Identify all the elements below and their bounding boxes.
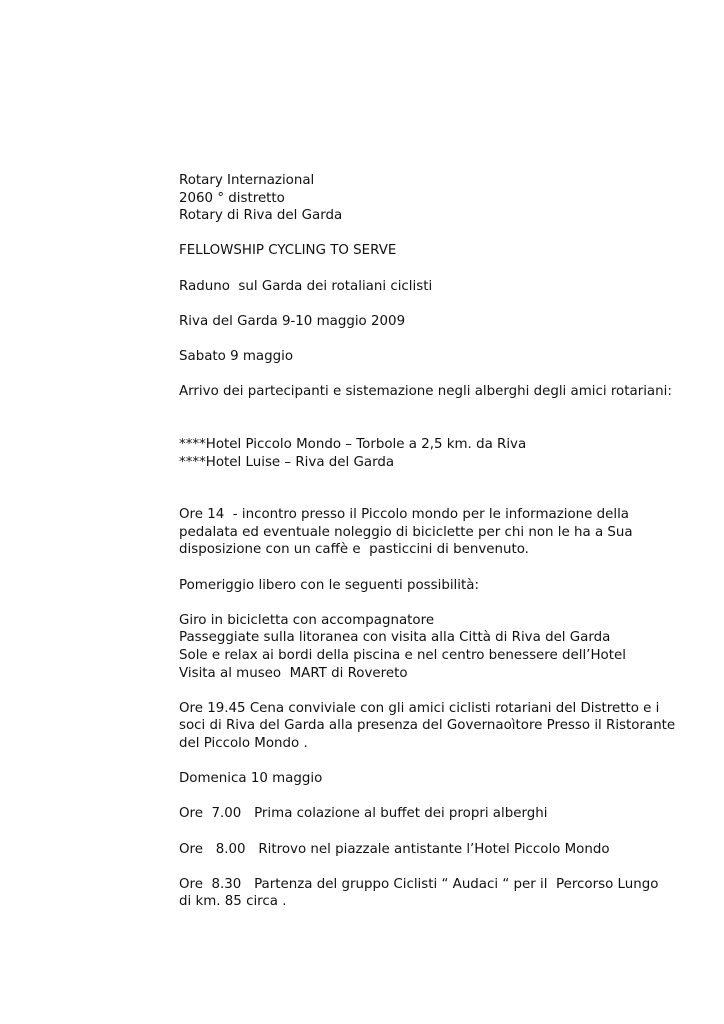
arrival-paragraph: Arrivo dei partecipanti e sistemazione negli alberghi degli amici rotariani: [179, 384, 672, 400]
event-dates: Riva del Garda 9-10 maggio 2009 [179, 313, 406, 329]
departure-paragraph: Ore 8.30 Partenza del gruppo Ciclisti “ Audaci “ per il Percorso Lungo di km. 85 circa . [179, 876, 667, 910]
option-item: Passeggiate sulla litoranea con visita alla Città di Riva del Garda [179, 630, 611, 646]
header-line: 2060 ° distretto [179, 190, 285, 206]
saturday-heading: Sabato 9 maggio [179, 348, 294, 364]
header-line: Rotary Internazional [179, 173, 315, 188]
event-subtitle: Raduno sul Garda dei rotaliani ciclisti [179, 278, 433, 294]
hotel-item: ****Hotel Luise – Riva del Garda [179, 454, 395, 470]
afternoon-intro: Pomeriggio libero con le seguenti possibilità: [179, 577, 479, 593]
document-body [179, 172, 679, 911]
option-item: Visita al museo MART di Rovereto [179, 665, 408, 681]
dinner-paragraph: Ore 19.45 Cena conviviale con gli amici ciclisti rotariani del Distretto e i soci di Riva del Garda alla presenza del Governaoìtore Presso il Ristorante del Piccolo Mondo . [179, 700, 680, 751]
sunday-heading: Domenica 10 maggio [179, 771, 323, 787]
hotel-item: ****Hotel Piccolo Mondo – Torbole a 2,5 km. da Riva [179, 436, 527, 452]
breakfast-line: Ore 7.00 Prima colazione al buffet dei propri alberghi [179, 806, 548, 822]
event-title: FELLOWSHIP CYCLING TO SERVE [179, 243, 397, 259]
meeting-paragraph: Ore 14 - incontro presso il Piccolo mondo per le informazione della pedalata ed eventuale noleggio di biciclette per chi non le ha a Sua disposizione con un caffè e pasticcini di benvenuto. [179, 507, 637, 558]
option-item: Giro in bicicletta con accompagnatore [179, 612, 435, 628]
meetup-line: Ore 8.00 Ritrovo nel piazzale antistante l’Hotel Piccolo Mondo [179, 841, 610, 857]
header-line: Rotary di Riva del Garda [179, 208, 343, 224]
option-item: Sole e relax ai bordi della piscina e nel centro benessere dell’Hotel [179, 648, 626, 664]
